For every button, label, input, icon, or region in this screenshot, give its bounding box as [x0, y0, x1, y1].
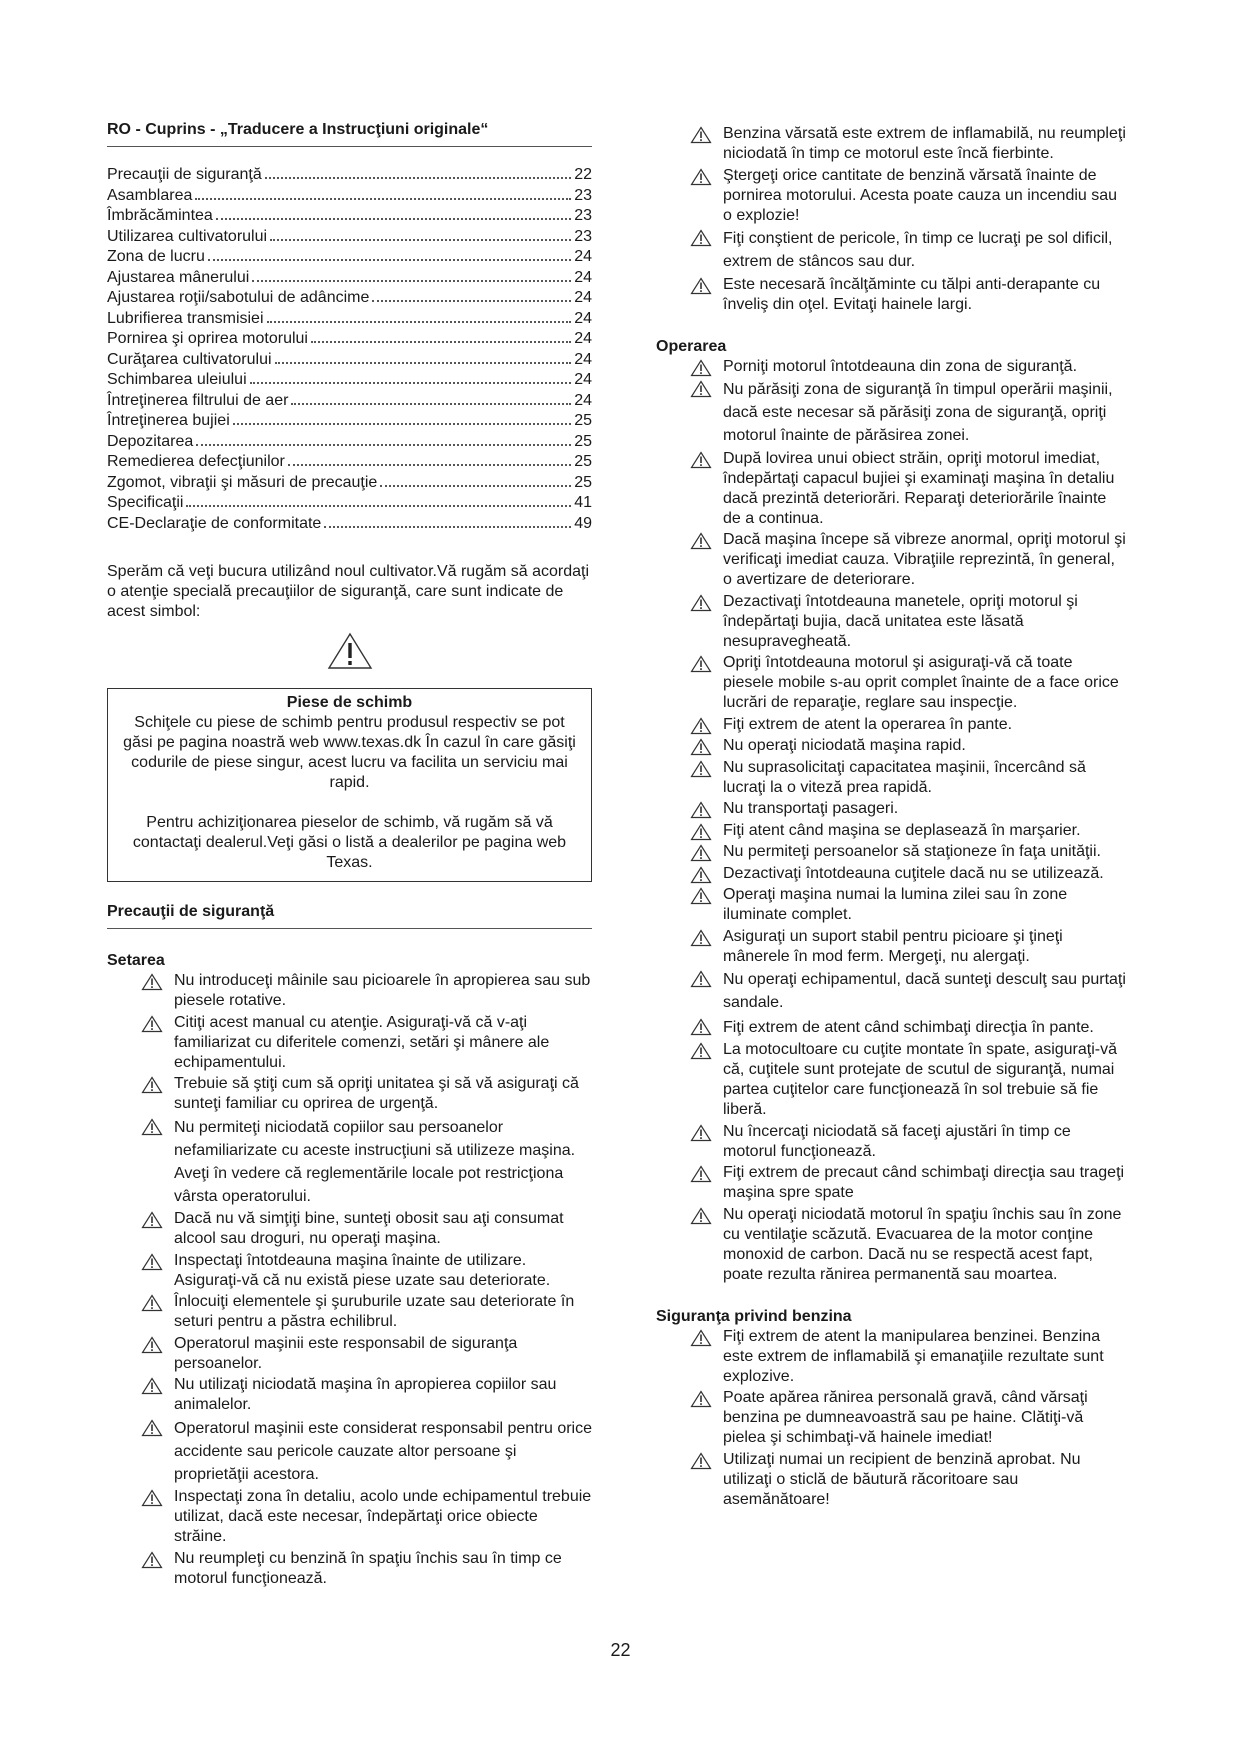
list-item [656, 1205, 1126, 1285]
list-item-text: Nu reumpleţi cu benzină în spaţiu închis sau în timp ce motorul funcţionează. [174, 1549, 562, 1587]
list-item-text: Fiţi extrem de precaut când schimbaţi direcţia sau trageţi maşina spre spate [723, 1164, 1125, 1201]
warning-icon [690, 124, 712, 144]
list-item [656, 1450, 1126, 1510]
warning-icon [690, 927, 712, 947]
list-item-text: Nu utilizaţi niciodată maşina în apropierea copiilor sau animalelor. [174, 1376, 557, 1413]
fuel-safety-list [656, 1327, 1126, 1510]
list-item [656, 357, 1126, 377]
list-item [656, 927, 1126, 967]
warning-icon [690, 1327, 712, 1347]
warning-icon [141, 1074, 163, 1094]
list-item [656, 821, 1126, 841]
list-item-text: Fiţi conştient de pericole, în timp ce lucraţi pe sol dificil, extrem de stâncos sau dur. [723, 230, 1113, 270]
list-item [656, 227, 1126, 273]
toc-entry[interactable] [107, 309, 592, 330]
warning-icon [690, 449, 712, 469]
left-column [107, 120, 592, 1590]
list-item [656, 592, 1126, 652]
list-item [656, 715, 1126, 735]
toc-leader [267, 321, 572, 323]
list-item-text: La motocultoare cu cuţite montate în spate, asiguraţi-vă că, cuţitele sunt protejate de scutul de siguranţă, numai partea cuţitelor care funcţionează în sol trebuie să fie liberă. [723, 1041, 1117, 1118]
warning-icon [141, 1013, 163, 1033]
toc-entry[interactable] [107, 473, 592, 494]
warning-icon [141, 1375, 163, 1395]
toc-entry-title: Îmbrăcămintea [107, 207, 213, 224]
toc-leader [372, 300, 571, 302]
warning-icon [141, 1334, 163, 1354]
toc-entry[interactable] [107, 227, 592, 248]
list-item-text: Nu operaţi niciodată motorul în spaţiu închis sau în zone cu ventilaţie scăzută. Evacuarea de la motor conţine monoxid de carbon. Dacă nu se respectă acest fapt, poate rezulta rănirea permanentă sau moartea. [723, 1205, 1122, 1283]
toc-entry-page: 24 [574, 330, 592, 347]
warning-icon [690, 1205, 712, 1225]
list-item [656, 378, 1126, 447]
list-item [107, 1334, 592, 1374]
warning-icon [690, 1040, 712, 1060]
list-item [656, 799, 1126, 819]
list-item [656, 653, 1126, 713]
warning-icon [690, 653, 712, 673]
warning-icon [141, 1487, 163, 1507]
toc-entry-page: 25 [574, 432, 592, 450]
list-item [656, 864, 1126, 884]
spare-parts-text: Schiţele cu piese de schimb pentru produsul respectiv se pot găsi pe pagina noastră web www.texas.dk În cazul în care găsiţi codurile de piese singur, acest lucru va facilita un serviciu mai rapid. [123, 714, 576, 791]
warning-icon [141, 1549, 163, 1569]
list-item-text: Fiţi extrem de atent când schimbaţi direcţia în pante. [723, 1018, 1094, 1036]
warning-icon [141, 1251, 163, 1271]
toc-entry-page: 24 [574, 268, 592, 286]
list-item [656, 968, 1126, 1014]
warning-icon [690, 715, 712, 735]
toc-leader [186, 505, 571, 507]
toc-entry-title: Remedierea defecţiunilor [107, 453, 285, 470]
list-item [107, 1074, 592, 1114]
list-item-text: Nu permiteţi persoanelor să staţioneze în faţa unităţii. [723, 843, 1101, 860]
toc-entry-title: Întreţinerea filtrului de aer [107, 391, 289, 409]
list-item-text: Dacă maşina începe să vibreze anormal, opriţi motorul şi verificaţi imediat cauza. Vibraţiile reprezintă, în general, o avertizare de deteriorare. [723, 531, 1126, 588]
toc-entry-title: Ajustarea roţii/sabotului de adâncime [107, 289, 370, 306]
list-item-text: Citiţi acest manual cu atenţie. Asiguraţi-vă că v-aţi familiarizat cu diferitele comenzi, setări şi mânere ale echipamentului. [174, 1013, 550, 1071]
toc-entry-page: 49 [574, 514, 592, 532]
toc-entry[interactable] [107, 247, 592, 268]
toc-entry-page: 24 [574, 350, 592, 368]
toc-entry-page: 24 [574, 248, 592, 265]
warning-icon [690, 968, 712, 988]
warning-icon [690, 1122, 712, 1142]
warning-icon [690, 1163, 712, 1183]
list-item-text: Operatorul maşinii este considerat responsabil pentru orice accidente sau pericole cauzate altor persoane şi proprietăţii acestora. [174, 1419, 592, 1483]
list-item [656, 166, 1126, 226]
setup-heading: Setarea [107, 952, 165, 969]
warning-icon [690, 864, 712, 884]
warning-icon [690, 275, 712, 295]
toc-entry[interactable] [107, 514, 592, 535]
toc-entry[interactable] [107, 329, 592, 350]
list-item [656, 885, 1126, 925]
list-item-text: Nu operaţi echipamentul, dacă sunteţi desculţ sau purtaţi sandale. [723, 971, 1126, 1011]
spare-parts-dealer-text: Pentru achiziţionarea pieselor de schimb, vă rugăm să vă contactaţi dealerul.Veţi găsi o listă a dealerilor pe pagina web Texas. [132, 814, 567, 871]
spare-parts-title: Piese de schimb [286, 694, 413, 711]
list-item [656, 124, 1126, 164]
warning-icon [141, 1292, 163, 1312]
list-item [107, 1116, 592, 1208]
toc-leader [208, 259, 571, 261]
list-item [656, 1016, 1126, 1039]
toc-entry[interactable] [107, 268, 592, 289]
list-item [107, 1209, 592, 1249]
toc-leader [265, 177, 571, 179]
list-item-text: Operaţi maşina numai la lumina zilei sau în zone iluminate complet. [723, 886, 1068, 923]
list-item [656, 736, 1126, 756]
toc-entry-title: Specificaţii [107, 494, 184, 511]
list-item-text: Este necesară încălţăminte cu tălpi anti-derapante cu înveliş din oţel. Evitaţi hainele largi. [723, 275, 1101, 313]
warning-icon [690, 357, 712, 377]
spare-parts-box [107, 688, 592, 882]
toc-entry[interactable] [107, 165, 592, 186]
fuel-safety-heading: Siguranţa privind benzina [656, 1307, 852, 1325]
toc-entry-page: 22 [574, 166, 592, 183]
toc-leader [195, 198, 571, 200]
list-item-text: Fiţi extrem de atent la manipularea benzinei. Benzina este extrem de inflamabilă şi emanaţiile rezultate sunt explozive. [723, 1327, 1104, 1385]
fuel-warnings-list [656, 124, 1126, 315]
list-item-text: Dezactivaţi întotdeauna manetele, opriţi motorul şi îndepărtaţi bujia, dacă unitatea este lăsată nesupravegheată. [723, 592, 1078, 650]
list-item-text: Dezactivaţi întotdeauna cuţitele dacă nu se utilizează. [723, 864, 1104, 882]
toc-leader [380, 485, 571, 487]
toc-entry-title: Ajustarea mânerului [107, 268, 250, 286]
toc-entry-title: Curăţarea cultivatorului [107, 350, 272, 368]
setup-list [107, 971, 592, 1589]
toc-entry-title: Asamblarea [107, 186, 193, 204]
list-item [107, 1292, 592, 1332]
toc-entry[interactable] [107, 370, 592, 391]
list-item-text: Asiguraţi un suport stabil pentru picioare şi ţineţi mânerele în mod ferm. Mergeţi, nu alergaţi. [723, 927, 1063, 965]
list-item [656, 758, 1126, 798]
warning-icon [690, 1388, 712, 1408]
toc-entry-title: Zona de lucru [107, 248, 205, 265]
list-item [656, 449, 1126, 529]
warning-icon [690, 842, 712, 862]
toc-leader [250, 382, 572, 384]
toc-entry-page: 24 [574, 391, 592, 409]
toc-entry[interactable] [107, 288, 592, 309]
warning-icon [141, 1417, 163, 1437]
list-item-text: Porniţi motorul întotdeauna din zona de siguranţă. [723, 357, 1078, 375]
toc-entry[interactable] [107, 186, 592, 207]
list-item-text: Nu operaţi niciodată maşina rapid. [723, 737, 966, 754]
toc-entry[interactable] [107, 493, 592, 514]
list-item-text: Opriţi întotdeauna motorul şi asiguraţi-vă că toate piesele mobile s-au oprit complet înainte de a face orice lucrări de reparaţie, reglare sau inspecţie. [723, 654, 1119, 711]
toc-entry-title: Utilizarea cultivatorului [107, 227, 268, 245]
operation-list [656, 357, 1126, 1285]
warning-icon [690, 1450, 712, 1470]
warning-icon [690, 592, 712, 612]
toc-entry-title: Pornirea şi oprirea motorului [107, 330, 308, 347]
list-item-text: Poate apărea rănirea personală gravă, când vărsaţi benzina pe dumneavoastră sau pe haine. Clătiţi-vă pielea şi schimbaţi-vă hainele imediat! [723, 1389, 1088, 1446]
list-item [107, 1375, 592, 1415]
list-item [107, 1549, 592, 1589]
list-item-text: Operatorul maşinii este responsabil de siguranţa persoanelor. [174, 1334, 518, 1372]
intro-paragraph: Sperăm că veţi bucura utilizând noul cultivator.Vă rugăm să acordaţi o atenţie specială precauţiilor de siguranţă, care sunt indicate de acest simbol: [107, 563, 590, 620]
warning-icon [141, 971, 163, 991]
list-item [107, 1251, 592, 1291]
list-item [656, 1163, 1126, 1203]
safety-heading: Precauţii de siguranţă [107, 902, 592, 929]
warning-icon [690, 227, 712, 247]
toc-leader [196, 444, 571, 446]
toc-entry-title: Precauţii de siguranţă [107, 166, 262, 183]
list-item-text: Nu introduceţi mâinile sau picioarele în apropierea sau sub piesele rotative. [174, 972, 591, 1009]
toc-entry-page: 25 [574, 412, 592, 429]
toc-entry-page: 25 [574, 453, 592, 470]
warning-icon [690, 378, 712, 398]
list-item [656, 1040, 1126, 1120]
toc-entry-title: Depozitarea [107, 432, 194, 450]
toc-entry-page: 24 [574, 289, 592, 306]
list-item-text: Utilizaţi numai un recipient de benzină aprobat. Nu utilizaţi o sticlă de băutură răcoritoare sau asemănătoare! [723, 1450, 1081, 1508]
warning-icon [690, 166, 712, 186]
list-item [107, 1487, 592, 1547]
toc-entry-title: Schimbarea uleiului [107, 371, 247, 388]
toc-leader [252, 280, 571, 282]
list-item-text: Nu permiteţi niciodată copiilor sau persoanelor nefamiliarizate cu aceste instrucţiuni să utilizeze maşina. Aveţi în vedere că reglementările locale pot restricţiona vârsta operatorului. [174, 1118, 576, 1205]
toc-leader [288, 464, 571, 466]
list-item [656, 1122, 1126, 1162]
list-item-text: Fiţi atent când maşina se deplasează în marşarier. [723, 821, 1081, 839]
toc-leader [216, 218, 571, 220]
table-of-contents [107, 165, 592, 534]
list-item [656, 275, 1126, 315]
toc-leader [291, 403, 571, 405]
list-item [656, 1327, 1126, 1387]
page-number: 22 [610, 1640, 631, 1660]
toc-leader [324, 526, 571, 528]
list-item-text: După lovirea unui obiect străin, opriţi motorul imediat, îndepărtaţi capacul bujiei şi examinaţi maşina în detaliu dacă prezintă deteriorări. Reparaţi deteriorările înainte de a continua. [723, 449, 1115, 527]
list-item-text: Nu transportaţi pasageri. [723, 800, 899, 817]
warning-icon [690, 885, 712, 905]
warning-icon [690, 530, 712, 550]
toc-entry-page: 25 [574, 473, 592, 491]
list-item [107, 1013, 592, 1073]
toc-heading: RO - Cuprins - „Traducere a Instrucţiuni originale“ [107, 120, 592, 147]
list-item-text: Dacă nu vă simţiţi bine, sunteţi obosit sau aţi consumat alcool sau droguri, nu operaţi maşina. [174, 1210, 564, 1247]
toc-entry-page: 23 [574, 207, 592, 224]
toc-entry[interactable] [107, 206, 592, 227]
right-column [656, 124, 1126, 1511]
toc-entry[interactable] [107, 391, 592, 412]
toc-entry-title: CE-Declaraţie de conformitate [107, 514, 322, 532]
list-item-text: Ştergeţi orice cantitate de benzină vărsată înainte de pornirea motorului. Acesta poate cauza un incendiu sau o explozie! [723, 166, 1118, 224]
warning-icon [690, 1016, 712, 1036]
toc-leader [233, 423, 571, 425]
toc-entry-title: Lubrifierea transmisiei [107, 309, 264, 327]
list-item [656, 1388, 1126, 1448]
toc-leader [275, 362, 572, 364]
toc-entry-page: 24 [574, 309, 592, 327]
toc-entry-title: Zgomot, vibraţii şi măsuri de precauţie [107, 473, 378, 491]
toc-entry-title: Întreţinerea bujiei [107, 412, 230, 429]
list-item-text: Trebuie să ştiţi cum să opriţi unitatea şi să vă asiguraţi că sunteţi familiar cu oprirea de urgenţă. [174, 1075, 579, 1112]
list-item-text: Înlocuiţi elementele şi şuruburile uzate sau deteriorate în seturi pentru a păstra echilibrul. [174, 1293, 575, 1330]
toc-entry-page: 23 [574, 227, 592, 245]
warning-icon [690, 758, 712, 778]
list-item-text: Nu părăsiţi zona de siguranţă în timpul operării maşinii, dacă este necesar să părăsiţi zona de siguranţă, opriţi motorul înainte de părăsirea zonei. [723, 381, 1113, 444]
toc-entry[interactable] [107, 411, 592, 432]
list-item-text: Nu încercaţi niciodată să faceţi ajustări în timp ce motorul funcţionează. [723, 1122, 1071, 1160]
list-item-text: Inspectaţi zona în detaliu, acolo unde echipamentul trebuie utilizat, dacă este necesar, îndepărtaţi orice obiecte străine. [174, 1488, 592, 1545]
list-item [107, 1417, 592, 1486]
toc-entry-page: 24 [574, 371, 592, 388]
toc-entry[interactable] [107, 452, 592, 473]
warning-icon [141, 1116, 163, 1136]
toc-leader [270, 239, 571, 241]
list-item [656, 530, 1126, 590]
toc-entry[interactable] [107, 350, 592, 371]
list-item-text: Fiţi extrem de atent la operarea în pante. [723, 715, 1013, 733]
list-item-text: Inspectaţi întotdeauna maşina înainte de utilizare. Asiguraţi-vă că nu există piese uzate sau deteriorate. [174, 1251, 551, 1289]
warning-icon [141, 1209, 163, 1229]
toc-entry-page: 23 [574, 186, 592, 204]
toc-entry-page: 41 [574, 494, 592, 511]
warning-icon [690, 736, 712, 756]
list-item-text: Nu suprasolicitaţi capacitatea maşinii, încercând să lucraţi la o viteză prea rapidă. [723, 758, 1086, 796]
warning-icon [690, 821, 712, 841]
list-item [656, 842, 1126, 862]
toc-entry[interactable] [107, 432, 592, 453]
operation-heading: Operarea [656, 337, 727, 355]
warning-icon [690, 799, 712, 819]
list-item [107, 971, 592, 1011]
list-item-text: Benzina vărsată este extrem de inflamabilă, nu reumpleţi niciodată în timp ce motorul este încă fierbinte. [723, 125, 1126, 162]
warning-symbol-icon [327, 632, 373, 670]
toc-leader [311, 341, 571, 343]
